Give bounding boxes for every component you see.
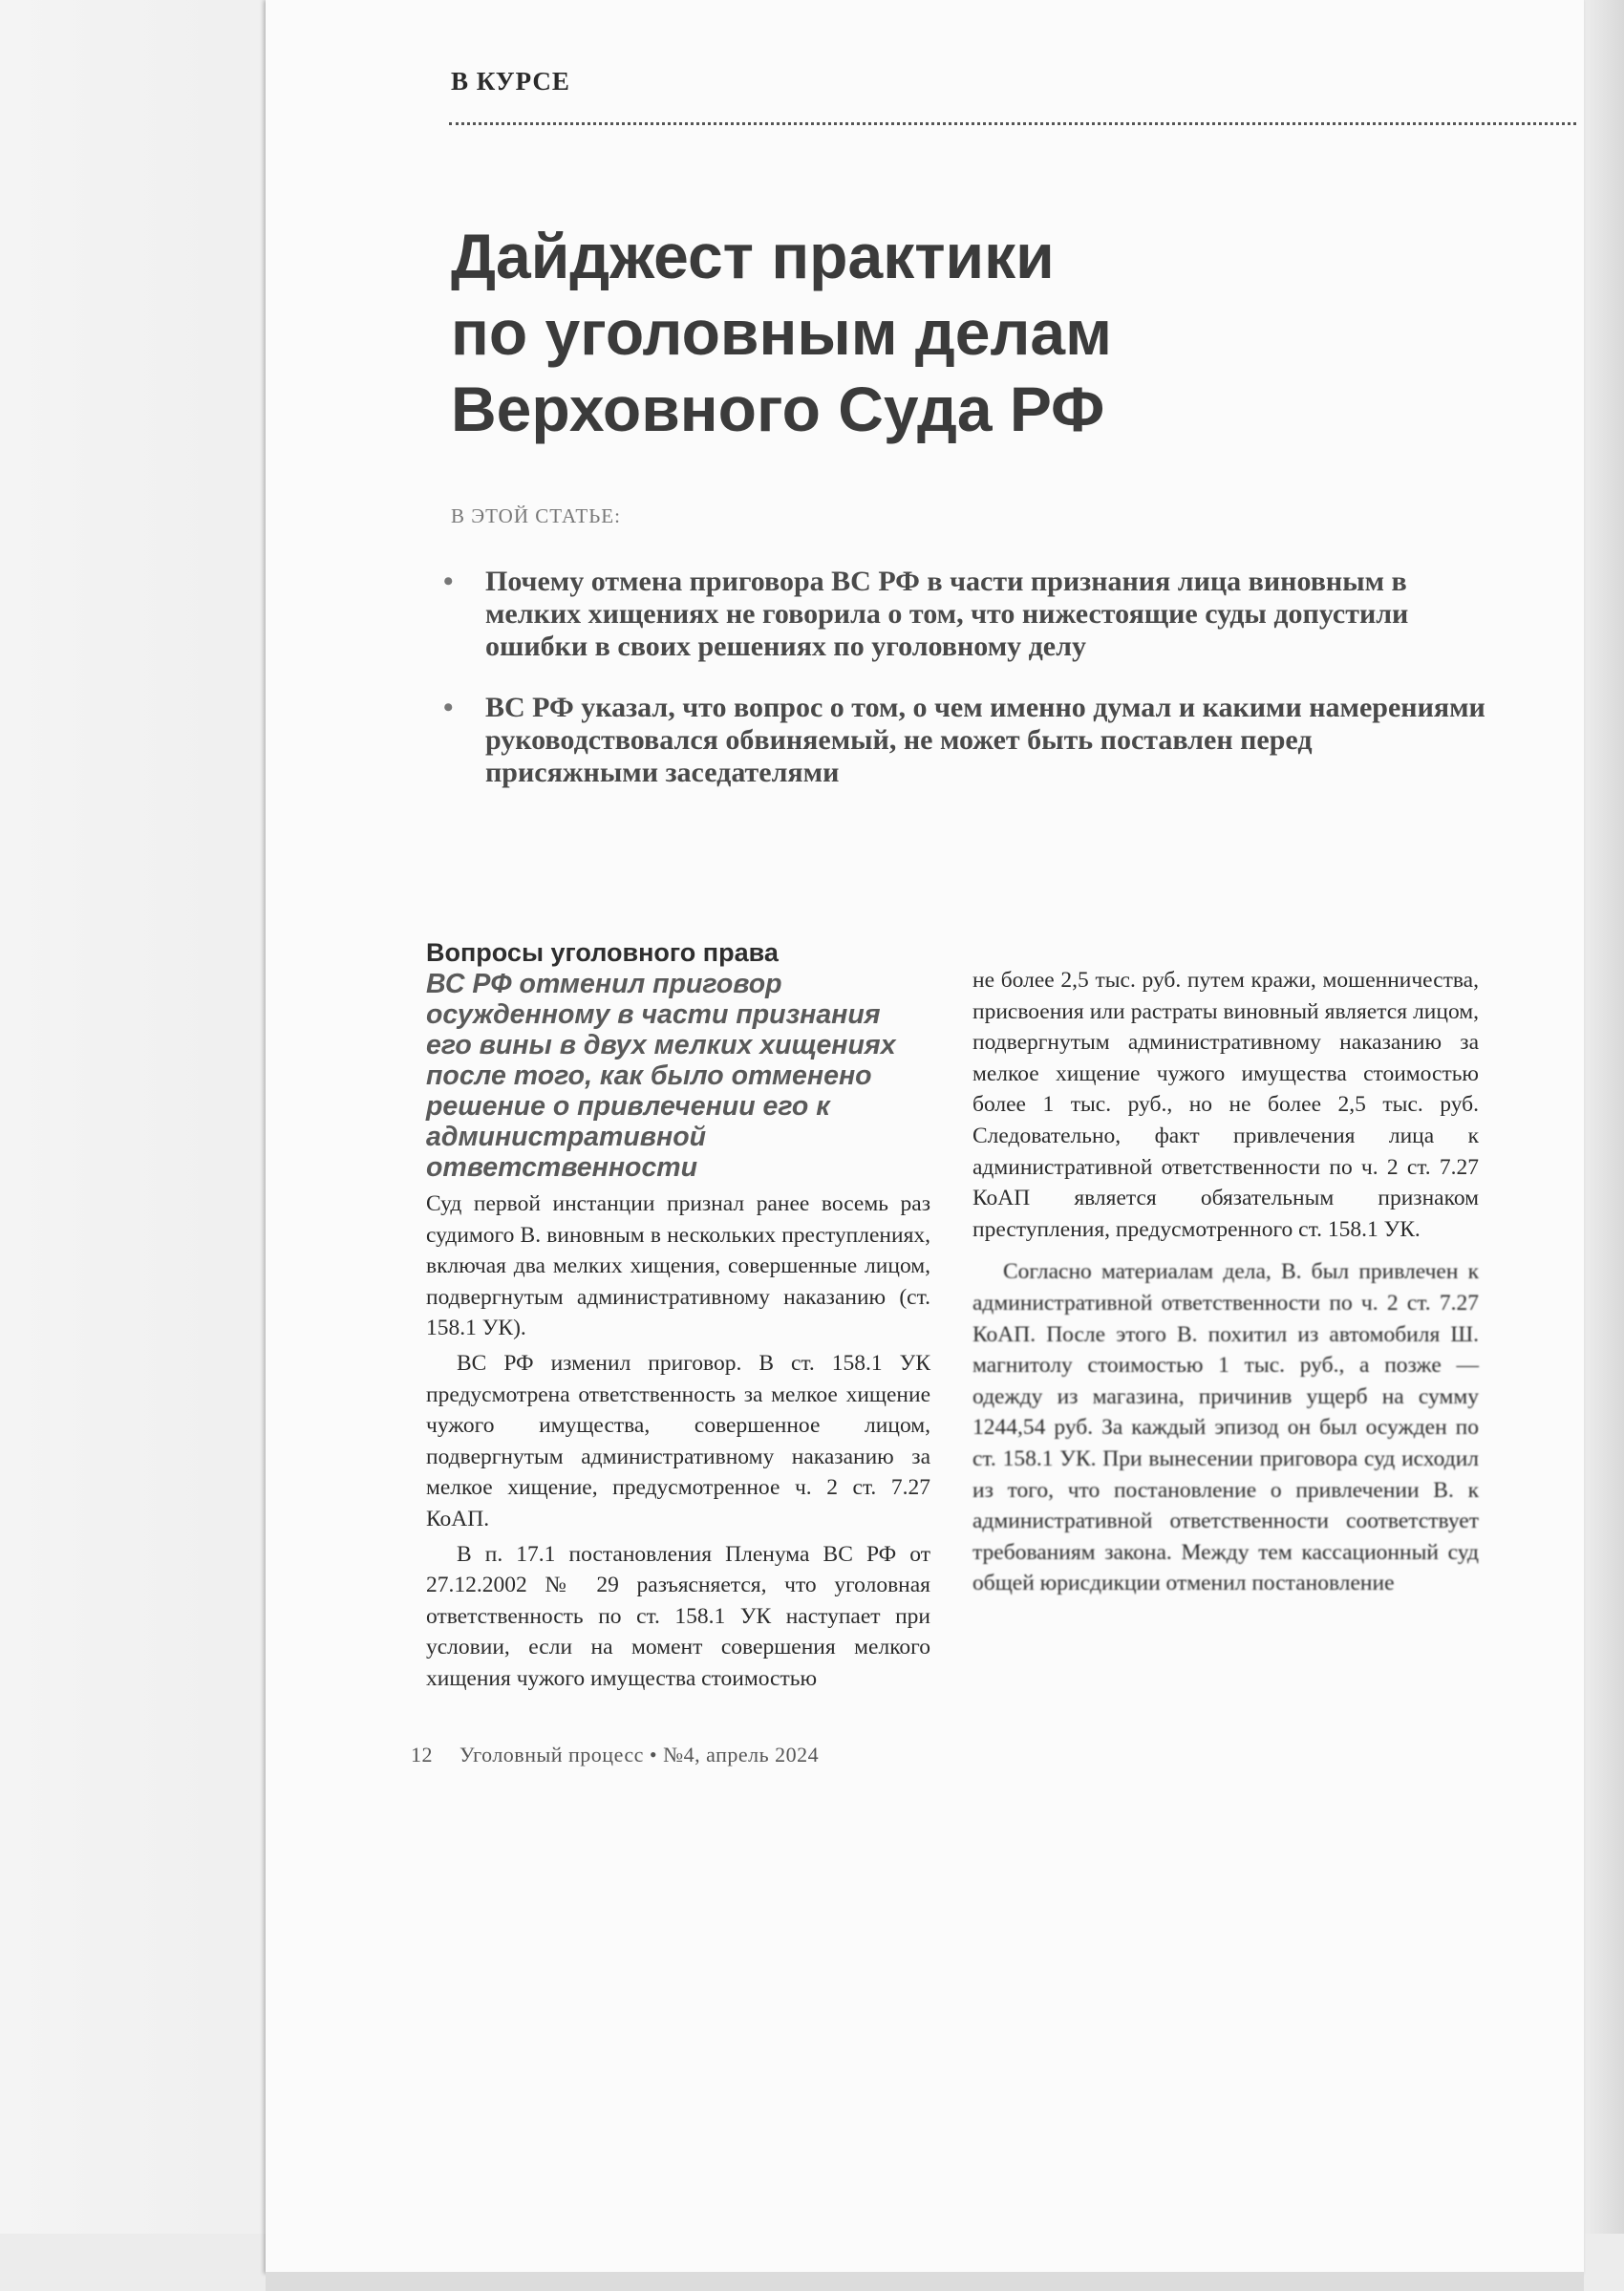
summary-bullet (436, 692, 1486, 789)
title-line: по уголовным делам (451, 297, 1112, 368)
summary-bullets (436, 566, 1486, 818)
section-label: В КУРСЕ (451, 67, 570, 96)
text-column-left (426, 936, 930, 1695)
body-paragraph: Суд первой инстанции признал ранее восемь раз судимого В. виновным в нескольких преступлениях, включая два мелких хищения, совершенные лицом, подвергнутым административному наказанию (ст. 158.1 УК). (426, 1191, 930, 1341)
body-paragraph: В п. 17.1 постановления Пленума ВС РФ от 27.12.2002 № 29 разъясняется, что уголовная ответственность по ст. 158.1 УК наступает при условии, если на момент совершения мелкого хищения чужого имущества стоимостью (426, 1541, 930, 1691)
body-paragraph: Согласно материалам дела, В. был привлечен к административной ответственности по ч. 2 ст. 7.27 КоАП. После этого В. похитил из автомобиля Ш. магнитолу стоимостью 1 тыс. руб., а позже — одежду из магазина, причинив ущерб на сумму 1244,54 руб. За каждый эпизод он был осужден по ст. 158.1 УК. При вынесении приговора суд исходил из того, что постановление о привлечении В. к административной ответственности соответствует требованиям закона. Между тем кассационный суд общей юрисдикции отменил постановление (972, 1259, 1479, 1596)
journal-issue: Уголовный процесс • №4, апрель 2024 (459, 1743, 820, 1766)
page-bottom-edge (266, 2272, 1584, 2291)
summary-bullet-text: ВС РФ указал, что вопрос о том, о чем именно думал и какими намерениями руководствовался обвиняемый, не может быть поставлен перед присяжными заседателями (485, 692, 1485, 788)
section-heading: Вопросы уголовного права (426, 938, 779, 967)
text-column-right (972, 965, 1479, 1599)
body-paragraph: ВС РФ изменил приговор. В ст. 158.1 УК предусмотрена ответственность за мелкое хищение чужого имущества, совершенное лицом, подвергнутым административному наказанию за мелкое хищение, предусмотренное ч. 2 ст. 7.27 КоАП. (426, 1350, 930, 1531)
title-line: Дайджест практики (451, 221, 1055, 291)
scan-background-left (0, 0, 287, 2234)
case-lead: ВС РФ отменил приговор осужденному в части признания его вины в двух мелких хищениях после того, как было отменено решение о привлечении его к административной ответственности (426, 969, 896, 1183)
page-footer (411, 1743, 819, 1767)
in-article-label: В ЭТОЙ СТАТЬЕ: (451, 504, 621, 527)
summary-bullet-text: Почему отмена приговора ВС РФ в части признания лица виновным в мелких хищениях не говорила о том, что нижестоящие суды допустили ошибки в своих решениях по уголовному делу (485, 566, 1409, 662)
body-paragraph: не более 2,5 тыс. руб. путем кражи, мошенничества, присвоения или растраты виновный является лицом, подвергнутым административному наказанию за мелкое хищение чужого имущества стоимостью более 1 тыс. руб., но не более 2,5 тыс. руб. Следовательно, факт привлечения лица к административной ответственности по ч. 2 ст. 7.27 КоАП является обязательным признаком преступления, предусмотренного ст. 158.1 УК. (972, 968, 1479, 1242)
summary-bullet (436, 566, 1486, 663)
bullet-icon: • (443, 566, 454, 597)
bullet-icon: • (443, 692, 454, 723)
page-number: 12 (411, 1743, 433, 1766)
title-line: Верховного Суда РФ (451, 374, 1105, 444)
article-title (451, 218, 1311, 447)
header-divider (449, 122, 1576, 125)
